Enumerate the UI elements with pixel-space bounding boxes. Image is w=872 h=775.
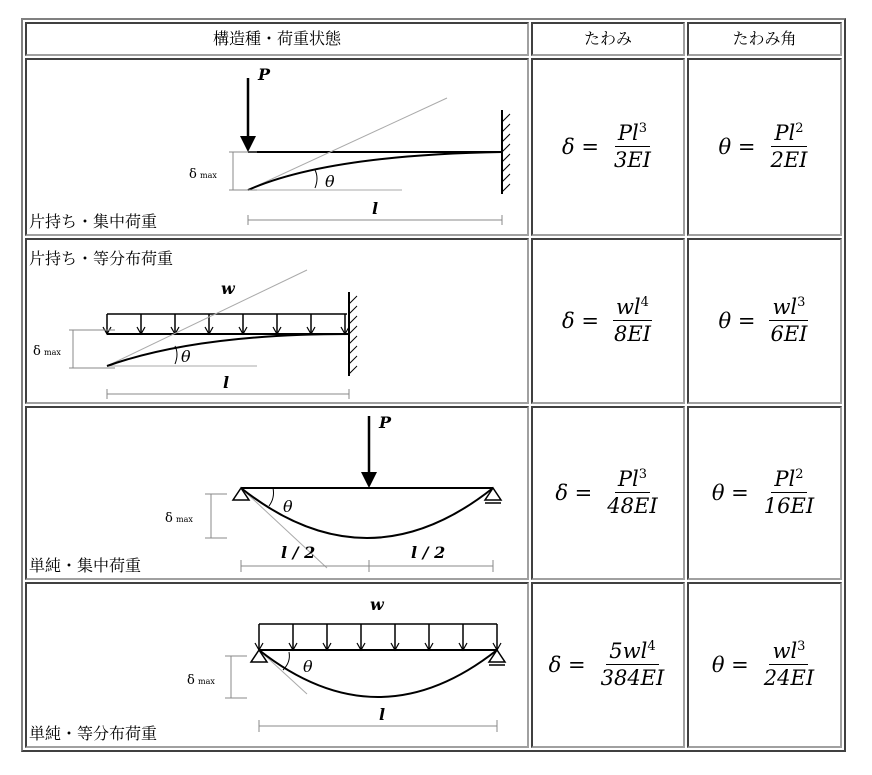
numerator-exponent: 3 bbox=[638, 120, 648, 136]
numerator: Pl$^2$ bbox=[771, 467, 806, 493]
numerator: $5wl^4$ bbox=[606, 639, 658, 665]
delta-max: max bbox=[200, 171, 217, 180]
header-deflection bbox=[531, 22, 685, 56]
angle-formula bbox=[689, 584, 840, 746]
header-deflection-label: たわみ bbox=[583, 29, 632, 48]
angle-cell-cantilever-point bbox=[687, 58, 842, 236]
denominator: 384EI bbox=[600, 665, 665, 690]
load-arrow-head bbox=[361, 472, 377, 488]
case-label: 片持ち・集中荷重 bbox=[29, 212, 158, 231]
fraction bbox=[767, 121, 810, 173]
formula-lhs: δ = bbox=[562, 135, 599, 159]
numerator: $wl^3$ bbox=[769, 295, 808, 321]
roller-support-right bbox=[485, 488, 501, 500]
fraction bbox=[611, 121, 654, 173]
angle-cell-simple-uniform bbox=[687, 582, 842, 748]
formula-lhs: θ = bbox=[711, 653, 749, 677]
numerator-exponent: 2 bbox=[795, 120, 804, 136]
diagram-cell-cantilever-uniform bbox=[25, 238, 529, 404]
numerator: $wl^4$ bbox=[613, 295, 652, 321]
numerator-exponent: 3 bbox=[797, 294, 806, 310]
numerator-exponent: 2 bbox=[795, 466, 804, 482]
diagram-cell-simple-uniform bbox=[25, 582, 529, 748]
load-arrow-head bbox=[240, 136, 256, 152]
pin-support-left bbox=[251, 650, 267, 662]
deflection-formula bbox=[533, 584, 683, 746]
header-angle bbox=[687, 22, 842, 56]
denominator: 16EI bbox=[763, 493, 815, 518]
angle-formula bbox=[689, 240, 840, 402]
theta-label: θ bbox=[325, 172, 335, 191]
denominator: 8EI bbox=[613, 321, 651, 346]
deflection-cell-cantilever-point bbox=[531, 58, 685, 236]
denominator: 3EI bbox=[613, 147, 651, 172]
numerator-exponent: 3 bbox=[797, 638, 806, 654]
length-label: l bbox=[379, 705, 386, 724]
numerator-exponent: 4 bbox=[647, 638, 656, 654]
roller-support-right bbox=[489, 650, 505, 662]
diagram-cell-cantilever-point bbox=[25, 58, 529, 236]
numerator: $wl^3$ bbox=[769, 639, 808, 665]
numerator-exponent: 4 bbox=[640, 294, 649, 310]
diagram-cell-simple-point bbox=[25, 406, 529, 580]
deflection-cell-simple-uniform bbox=[531, 582, 685, 748]
denominator: 48EI bbox=[607, 493, 658, 518]
half-length-right: l / 2 bbox=[411, 543, 446, 562]
formula-lhs: δ = bbox=[548, 653, 586, 677]
case-label: 片持ち・等分布荷重 bbox=[29, 249, 174, 268]
pin-support-left bbox=[233, 488, 249, 500]
denominator: 6EI bbox=[770, 321, 808, 346]
delta-symbol: δ bbox=[165, 511, 173, 526]
header-angle-label: たわみ角 bbox=[732, 29, 797, 48]
fraction bbox=[611, 295, 654, 347]
numerator-exponent: 3 bbox=[638, 466, 648, 482]
theta-arc bbox=[315, 170, 317, 188]
deflected-curve bbox=[259, 650, 497, 697]
deflection-cell-cantilever-uniform bbox=[531, 238, 685, 404]
deflected-curve bbox=[248, 152, 502, 190]
fixed-support-hatch bbox=[502, 114, 510, 192]
angle-cell-simple-point bbox=[687, 406, 842, 580]
header-structure bbox=[25, 22, 529, 56]
deflected-curve bbox=[241, 488, 493, 538]
fraction bbox=[767, 295, 810, 347]
numerator: Pl$^3$ bbox=[615, 121, 650, 147]
numerator: Pl$^3$ bbox=[615, 467, 650, 493]
fraction bbox=[761, 467, 817, 519]
theta-label: θ bbox=[283, 497, 293, 516]
delta-max: max bbox=[176, 515, 193, 524]
deflection-formula bbox=[533, 60, 683, 234]
delta-max: max bbox=[198, 677, 215, 686]
fixed-support-hatch bbox=[349, 296, 357, 374]
theta-label: θ bbox=[181, 347, 191, 366]
load-label: P bbox=[258, 65, 271, 84]
case-label: 単純・等分布荷重 bbox=[29, 724, 158, 743]
angle-formula bbox=[689, 408, 840, 578]
delta-symbol: δ bbox=[187, 673, 195, 688]
angle-cell-cantilever-uniform bbox=[687, 238, 842, 404]
denominator: 2EI bbox=[770, 147, 808, 172]
half-length-left: l / 2 bbox=[281, 543, 316, 562]
formula-lhs: θ = bbox=[718, 309, 756, 333]
deflection-cell-simple-point bbox=[531, 406, 685, 580]
delta-symbol: δ bbox=[33, 344, 41, 359]
fraction bbox=[761, 639, 817, 691]
deflected-curve bbox=[107, 334, 349, 366]
length-label: l bbox=[223, 373, 230, 392]
header-structure-label: 構造種・荷重状態 bbox=[212, 29, 341, 48]
beam-formula-table bbox=[21, 18, 846, 752]
fraction bbox=[604, 467, 660, 519]
load-label: w bbox=[221, 279, 235, 298]
denominator: 24EI bbox=[763, 665, 815, 690]
case-label: 単純・集中荷重 bbox=[29, 556, 142, 575]
tangent-line bbox=[248, 98, 447, 190]
theta-label: θ bbox=[303, 657, 313, 676]
delta-max: max bbox=[44, 348, 61, 357]
deflection-formula bbox=[533, 240, 683, 402]
angle-formula bbox=[689, 60, 840, 234]
formula-lhs: δ = bbox=[555, 481, 593, 505]
deflection-formula bbox=[533, 408, 683, 578]
formula-lhs: θ = bbox=[718, 135, 756, 159]
length-label: l bbox=[372, 199, 379, 218]
delta-symbol: δ bbox=[189, 167, 197, 182]
formula-lhs: δ = bbox=[562, 309, 599, 333]
theta-arc bbox=[269, 488, 274, 506]
formula-lhs: θ = bbox=[711, 481, 749, 505]
fraction bbox=[598, 639, 668, 691]
numerator: Pl$^2$ bbox=[771, 121, 806, 147]
load-label: w bbox=[370, 595, 384, 614]
load-label: P bbox=[379, 413, 392, 432]
